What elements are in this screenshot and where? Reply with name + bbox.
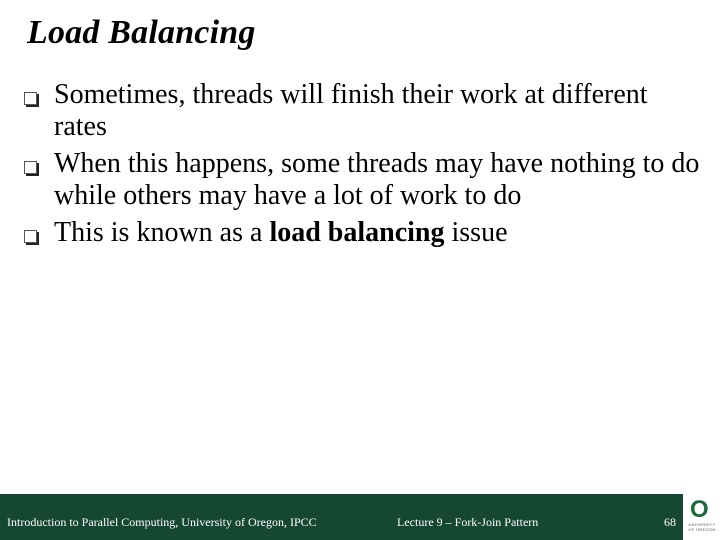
bullet-item (54, 148, 704, 212)
bullet-list (54, 79, 704, 254)
logo-caption-line1: UNIVERSITY (688, 522, 716, 527)
square-bullet-icon (24, 161, 37, 174)
bullet-text-bold: load balancing (269, 217, 445, 248)
logo-letter: O (690, 496, 709, 523)
slide-title: Load Balancing (27, 14, 256, 51)
footer-course: Introduction to Parallel Computing, University of Oregon, IPCC (7, 515, 317, 529)
square-bullet-icon (24, 92, 37, 105)
page-number: 68 (664, 515, 676, 529)
footer-bar (0, 494, 683, 540)
bullet-text: Sometimes, threads will finish their work at different rates (54, 79, 648, 142)
bullet-item (54, 79, 704, 143)
square-bullet-icon (24, 230, 37, 243)
bullet-text-post: issue (444, 217, 508, 248)
bullet-item (54, 217, 704, 249)
logo-caption-line2: OF OREGON (688, 527, 716, 532)
logo-caption (686, 522, 718, 532)
footer-lecture: Lecture 9 – Fork-Join Pattern (397, 515, 539, 529)
bullet-text: When this happens, some threads may have nothing to do while others may have a lot of work to do (54, 148, 700, 211)
bullet-text-pre: This is known as a (54, 217, 270, 248)
university-logo (683, 494, 720, 540)
